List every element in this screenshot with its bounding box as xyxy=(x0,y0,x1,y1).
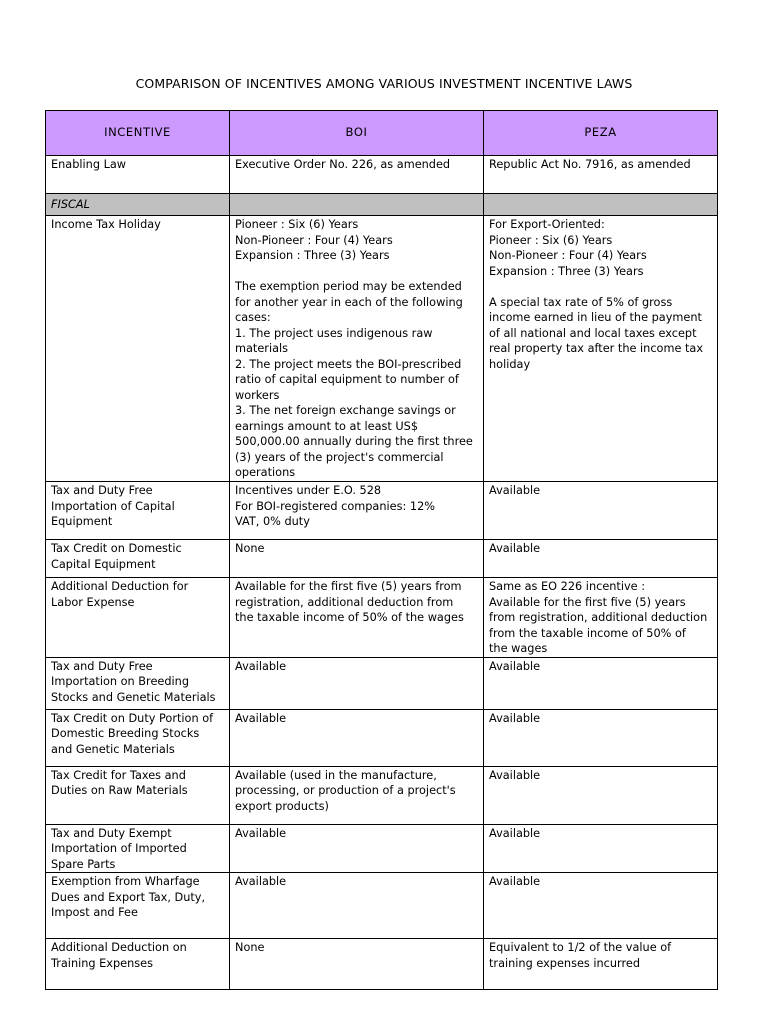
peza-cell xyxy=(484,873,718,939)
table-row xyxy=(46,540,718,578)
table-row xyxy=(46,216,718,482)
incentive-cell xyxy=(46,873,230,939)
cell-line: Available xyxy=(489,659,541,673)
cell-line: Duties on Raw Materials xyxy=(51,784,188,797)
cell-line: Available xyxy=(489,484,541,497)
document-title: COMPARISON OF INCENTIVES AMONG VARIOUS INVESTMENT INCENTIVE LAWS xyxy=(135,76,633,91)
peza-cell xyxy=(484,216,718,482)
cell-line: Tax Credit for Taxes and xyxy=(51,768,186,782)
cell-line: Importation on Breeding xyxy=(51,675,189,688)
peza-cell xyxy=(484,540,718,578)
table-body xyxy=(46,156,718,990)
peza-cell xyxy=(484,578,718,658)
cell-line: Additional Deduction on xyxy=(51,941,187,954)
cell-line: Pioneer : Six (6) Years xyxy=(489,233,613,247)
cell-line: For BOI-registered companies: 12% xyxy=(235,499,435,513)
peza-cell xyxy=(484,939,718,990)
table-row xyxy=(46,709,718,766)
boi-cell xyxy=(230,939,484,990)
cell-line: Spare Parts xyxy=(51,857,116,871)
cell-line: (3) years of the project's commercial xyxy=(235,450,444,464)
incentives-table xyxy=(45,110,718,990)
cell-line: Tax Credit on Domestic xyxy=(51,542,182,555)
cell-line: Expansion : Three (3) Years xyxy=(489,264,644,278)
boi-cell xyxy=(230,540,484,578)
incentive-cell xyxy=(46,824,230,873)
table-row xyxy=(46,657,718,709)
cell-line: Importation of Imported xyxy=(51,842,187,855)
cell-line: Income Tax Holiday xyxy=(51,218,161,231)
table-row xyxy=(46,766,718,824)
cell-line: Non-Pioneer : Four (4) Years xyxy=(489,249,647,262)
cell-line: Capital Equipment xyxy=(51,557,156,571)
boi-cell xyxy=(230,824,484,873)
section-empty-cell xyxy=(230,194,484,216)
cell-line: Republic Act No. 7916, as amended xyxy=(489,158,691,171)
boi-cell xyxy=(230,873,484,939)
cell-line: Labor Expense xyxy=(51,595,135,609)
cell-line: Expansion : Three (3) Years xyxy=(235,249,390,262)
peza-cell xyxy=(484,766,718,824)
cell-line: Available xyxy=(489,711,541,725)
peza-cell xyxy=(484,156,718,194)
cell-line: Domestic Breeding Stocks xyxy=(51,727,200,740)
cell-line: Non-Pioneer : Four (4) Years xyxy=(235,233,393,247)
cell-line: Available for the first five (5) years from xyxy=(235,580,462,593)
cell-line: Available xyxy=(235,826,287,840)
cell-line xyxy=(489,279,712,295)
section-row xyxy=(46,194,718,216)
cell-line: cases: xyxy=(235,311,271,324)
table-row xyxy=(46,578,718,658)
incentive-cell xyxy=(46,156,230,194)
incentive-cell xyxy=(46,578,230,658)
peza-cell xyxy=(484,482,718,540)
cell-line: Available xyxy=(235,875,287,888)
cell-line: Available (used in the manufacture, xyxy=(235,768,437,782)
incentive-cell xyxy=(46,939,230,990)
cell-line: 2. The project meets the BOI-prescribed xyxy=(235,357,462,371)
cell-line: Pioneer : Six (6) Years xyxy=(235,218,359,231)
cell-line: operations xyxy=(235,466,296,479)
cell-line: of all national and local taxes except xyxy=(489,326,697,340)
cell-line: None xyxy=(235,542,265,555)
cell-line: workers xyxy=(235,388,280,402)
cell-line: None xyxy=(235,941,265,954)
table-row xyxy=(46,482,718,540)
cell-line: Same as EO 226 incentive : xyxy=(489,580,646,593)
header-boi: BOI xyxy=(230,111,484,156)
cell-line: VAT, 0% duty xyxy=(235,515,310,528)
boi-cell xyxy=(230,578,484,658)
cell-line xyxy=(235,264,478,280)
cell-line: Exemption from Wharfage xyxy=(51,875,200,888)
cell-line: materials xyxy=(235,342,289,355)
cell-line: holiday xyxy=(489,357,531,371)
table-row xyxy=(46,939,718,990)
cell-line: Available xyxy=(235,659,287,673)
cell-line: Available xyxy=(489,542,541,555)
cell-line: Equipment xyxy=(51,515,113,528)
cell-line: processing, or production of a project's xyxy=(235,784,456,797)
cell-line: Executive Order No. 226, as amended xyxy=(235,158,451,171)
cell-line: and Genetic Materials xyxy=(51,742,175,756)
section-empty-cell xyxy=(484,194,718,216)
cell-line: from the taxable income of 50% of xyxy=(489,626,686,640)
cell-line: Tax Credit on Duty Portion of xyxy=(51,711,214,725)
cell-line: Importation of Capital xyxy=(51,499,175,513)
cell-line: Stocks and Genetic Materials xyxy=(51,690,216,704)
cell-line: Tax and Duty Free xyxy=(51,484,153,497)
cell-line: Incentives under E.O. 528 xyxy=(235,484,382,497)
incentive-cell xyxy=(46,766,230,824)
incentive-cell xyxy=(46,216,230,482)
cell-line: 1. The project uses indigenous raw xyxy=(235,326,433,340)
cell-line: Available for the first five (5) years xyxy=(489,595,686,609)
incentive-cell xyxy=(46,657,230,709)
cell-line: from registration, additional deduction xyxy=(489,611,708,624)
boi-cell xyxy=(230,657,484,709)
cell-line: real property tax after the income tax xyxy=(489,342,704,355)
cell-line: Tax and Duty Free xyxy=(51,659,153,673)
cell-line: Tax and Duty Exempt xyxy=(51,826,172,840)
boi-cell xyxy=(230,216,484,482)
header-incentive: INCENTIVE xyxy=(46,111,230,156)
cell-line: registration, additional deduction from xyxy=(235,595,454,609)
cell-line: 500,000.00 annually during the first three xyxy=(235,435,473,448)
cell-line: A special tax rate of 5% of gross xyxy=(489,295,673,309)
cell-line: 3. The net foreign exchange savings or xyxy=(235,404,456,417)
boi-cell xyxy=(230,766,484,824)
cell-line: training expenses incurred xyxy=(489,956,641,970)
table-row xyxy=(46,824,718,873)
boi-cell xyxy=(230,709,484,766)
cell-line: Dues and Export Tax, Duty, xyxy=(51,890,206,904)
cell-line: Available xyxy=(489,826,541,840)
cell-line: Training Expenses xyxy=(51,956,153,970)
incentive-cell xyxy=(46,709,230,766)
cell-line: Enabling Law xyxy=(51,158,127,171)
cell-line: The exemption period may be extended xyxy=(235,280,462,293)
incentive-cell xyxy=(46,540,230,578)
cell-line: the wages xyxy=(489,642,548,655)
boi-cell xyxy=(230,482,484,540)
cell-line: ratio of capital equipment to number of xyxy=(235,373,459,386)
cell-line: Impost and Fee xyxy=(51,906,138,919)
peza-cell xyxy=(484,709,718,766)
cell-line: earnings amount to at least US$ xyxy=(235,419,419,433)
cell-line: Equivalent to 1/2 of the value of xyxy=(489,941,672,954)
cell-line: Additional Deduction for xyxy=(51,580,189,593)
table-row xyxy=(46,873,718,939)
cell-line: the taxable income of 50% of the wages xyxy=(235,611,464,624)
boi-cell xyxy=(230,156,484,194)
section-label: FISCAL xyxy=(46,194,230,216)
incentive-cell xyxy=(46,482,230,540)
cell-line: Available xyxy=(489,875,541,888)
cell-line: income earned in lieu of the payment xyxy=(489,311,702,324)
table-header-row xyxy=(46,111,718,156)
peza-cell xyxy=(484,657,718,709)
peza-cell xyxy=(484,824,718,873)
header-peza: PEZA xyxy=(484,111,718,156)
table-row xyxy=(46,156,718,194)
cell-line: for another year in each of the following xyxy=(235,295,463,309)
cell-line: Available xyxy=(489,768,541,782)
cell-line: Available xyxy=(235,711,287,725)
cell-line: export products) xyxy=(235,799,329,813)
cell-line: For Export-Oriented: xyxy=(489,218,605,231)
